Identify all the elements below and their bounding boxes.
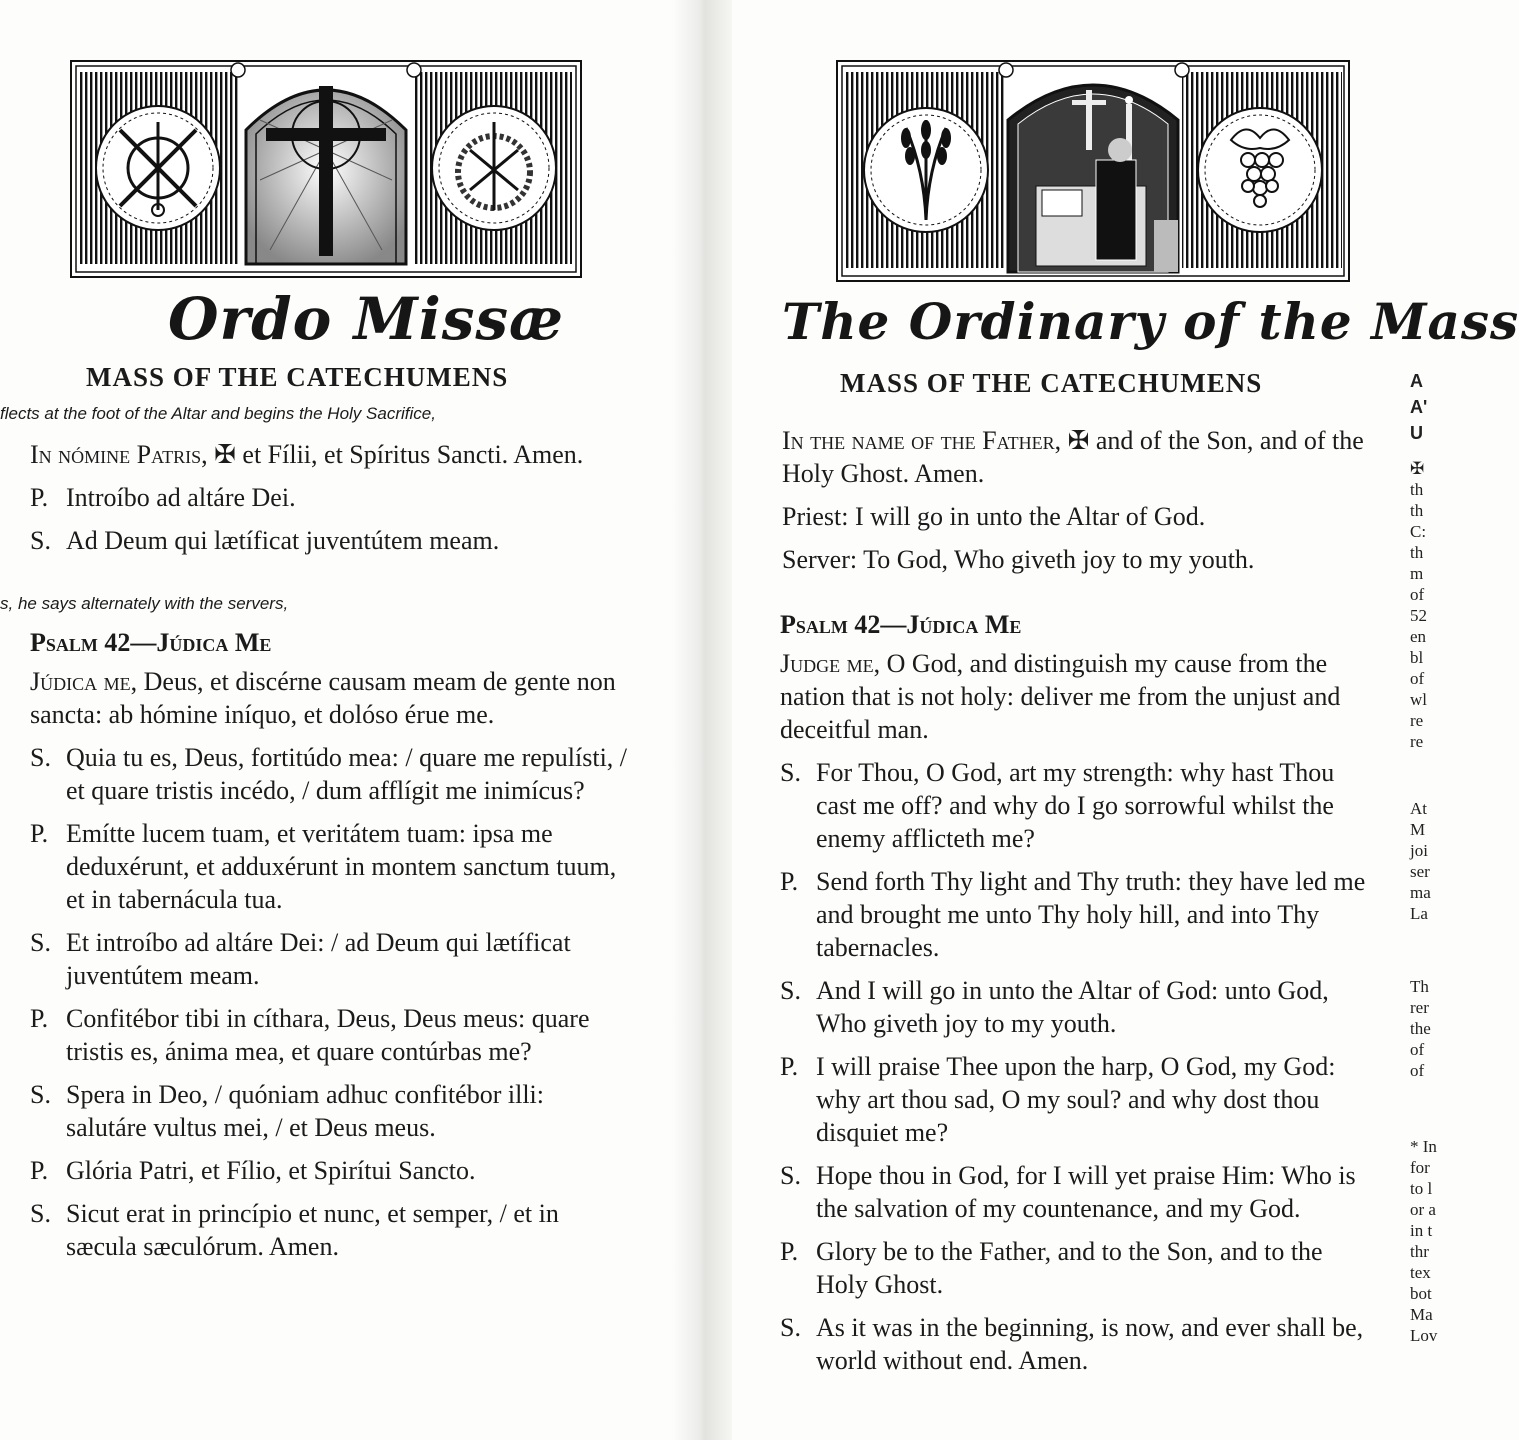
ordo-missae-banner [70, 60, 582, 278]
versicle: Priest: I will go in unto the Altar of God. [782, 502, 1206, 531]
opening-prayer: In the name of the Father, ✠ and of the Son, and of the Holy Ghost. Amen. [782, 426, 1364, 488]
psalm-verse: S. And I will go in unto the Altar of God: unto God, Who giveth joy to my youth. [780, 976, 1329, 1038]
psalm-opening: Júdica me, Deus, et discérne causam meam de gente non sancta: ab hómine iníquo, et dolóso érue me. [30, 667, 616, 729]
page-title: Ordo Missæ [168, 285, 565, 353]
psalm-verse: P. Send forth Thy light and Thy truth: they have led me and brought me unto Thy holy hill, and into Thy tabernacles. [780, 867, 1366, 962]
page-title: The Ordinary of the Mass [782, 292, 1519, 351]
psalm-verse: S. As it was in the beginning, is now, and ever shall be, world without end. Amen. [780, 1313, 1364, 1375]
psalm-verse: P. Glory be to the Father, and to the Son, and to the Holy Ghost. [780, 1237, 1323, 1299]
psalm-verse: P. Emítte lucem tuam, et veritátem tuam: ipsa me deduxérunt, et adduxérunt in montem sanctum tuum, et in tabernácula tua. [30, 819, 617, 914]
edge-footnote: * In for to l or a in t thr tex bot Ma Lov [1410, 1137, 1438, 1345]
latin-psalm [30, 626, 630, 1273]
rubric-text: s, he says alternately with the servers, [0, 594, 289, 613]
psalm-verse: S. Et introíbo ad altáre Dei: / ad Deum qui lætíficat juventútem meam. [30, 928, 571, 990]
psalm-verse: S. Sicut erat in princípio et nunc, et semper, / et in sæcula sæculórum. Amen. [30, 1199, 559, 1261]
psalm-heading: Psalm 42—Júdica Me [30, 628, 272, 657]
psalm-heading: Psalm 42—Júdica Me [780, 610, 1022, 639]
psalm-verse: S. Hope thou in God, for I will yet praise Him: Who is the salvation of my countenance, and my God. [780, 1161, 1356, 1223]
rubric-text: flects at the foot of the Altar and begins the Holy Sacrifice, [0, 404, 436, 423]
ordinary-banner-art [836, 60, 1350, 282]
psalm-verse: P. Confitébor tibi in cíthara, Deus, Deus meus: quare tristis es, ánima mea, et quare contúrbas me? [30, 1004, 590, 1066]
psalm-verse: S. For Thou, O God, art my strength: why hast Thou cast me off? and why do I go sorrowful whilst the enemy afflicteth me? [780, 758, 1335, 853]
ordo-missae-banner-art [70, 60, 582, 278]
psalm-verse: P. I will praise Thee upon the harp, O God, my God: why art thou sad, O my soul? and why dost thou disquiet me? [780, 1052, 1336, 1147]
edge-text-block: ✠ th th C: th m of 52 en bl of wl re re [1410, 459, 1427, 751]
edge-text-block: At M joi ser ma La [1410, 799, 1431, 923]
psalm-verse: S. Spera in Deo, / quóniam adhuc confitébor illi: salutáre vultus mei, / et Deus meus. [30, 1080, 544, 1142]
page-gutter [672, 0, 732, 1440]
english-psalm [780, 608, 1370, 1387]
versicle: Server: To God, Who giveth joy to my youth. [782, 545, 1255, 574]
psalm-opening: Judge me, O God, and distinguish my cause from the nation that is not holy: deliver me from the unjust and deceitful man. [780, 649, 1341, 744]
opening-prayer: In nómine Patris, ✠ et Fílii, et Spíritus Sancti. Amen. [30, 440, 584, 469]
latin-column [30, 438, 642, 567]
ordinary-of-the-mass-banner [836, 60, 1350, 282]
versicle: S. Ad Deum qui lætíficat juventútem meam. [30, 526, 500, 555]
section-subtitle: MASS OF THE CATECHUMENS [86, 362, 509, 392]
section-subtitle: MASS OF THE CATECHUMENS [840, 368, 1263, 398]
edge-text-block: Th rer the of of [1410, 977, 1431, 1080]
psalm-verse: S. Quia tu es, Deus, fortitúdo mea: / quare me repulísti, / et quare tristis incédo, / dum afflígit me inimícus? [30, 743, 628, 805]
versicle: P. Introíbo ad altáre Dei. [30, 483, 296, 512]
psalm-verse: P. Glória Patri, et Fílio, et Spirítui Sancto. [30, 1156, 476, 1185]
english-column [782, 424, 1372, 586]
edge-heading: A A' U [1410, 371, 1428, 443]
